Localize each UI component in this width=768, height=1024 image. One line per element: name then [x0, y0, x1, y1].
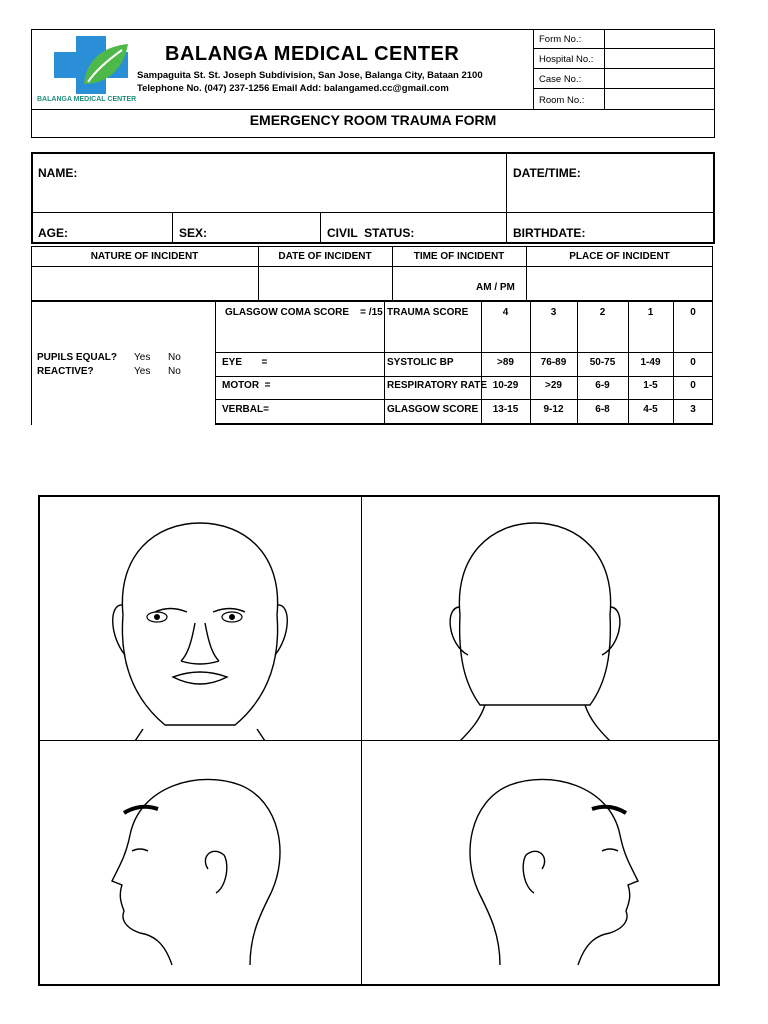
hospital-no-label: Hospital No.: — [539, 54, 594, 65]
form-title: EMERGENCY ROOM TRAUMA FORM — [249, 112, 497, 128]
ts-glasgow-1: 4-5 — [643, 404, 658, 415]
sex-label: SEX: — [179, 226, 208, 240]
gcs-verbal-field[interactable] — [280, 401, 380, 421]
room-no-label: Room No.: — [539, 95, 585, 106]
age-col-divider — [172, 212, 173, 244]
hospital-contact: Telephone No. (047) 237-1256 Email Add: balangamed.cc@gmail.com — [137, 83, 449, 94]
gcs-title: GLASGOW COMA SCORE = /15 — [225, 307, 383, 318]
am-pm-label: AM / PM — [476, 282, 515, 293]
gcs-col-divider — [384, 301, 385, 425]
pupils-equal-no[interactable]: No — [168, 352, 181, 363]
sex-field[interactable] — [210, 216, 316, 242]
head-right-side-view[interactable] — [440, 765, 650, 975]
ts-header-0: 0 — [690, 307, 696, 318]
head-left-side-view[interactable] — [100, 765, 300, 975]
gcs-eye-field[interactable] — [280, 354, 380, 374]
pupils-reactive-no[interactable]: No — [168, 366, 181, 377]
datetime-label: DATE/TIME: — [513, 166, 581, 180]
nature-of-incident-field[interactable] — [33, 268, 256, 299]
ts-systolic-4: >89 — [497, 357, 514, 368]
ts-header-3: 3 — [550, 307, 557, 318]
gcs-eye-label: EYE = — [222, 357, 268, 368]
gcs-row-3 — [215, 399, 713, 400]
birthdate-label: BIRTHDATE: — [513, 226, 586, 240]
incident-header-divider — [31, 266, 713, 267]
pupils-equal-label: PUPILS EQUAL? — [37, 352, 118, 363]
ts-header-4: 4 — [502, 307, 509, 318]
head-right-profile-icon — [440, 765, 650, 975]
patient-row-divider — [31, 212, 715, 213]
hospital-address: Sampaguita St. St. Joseph Subdivision, San Jose, Balanga City, Bataan 2100 — [137, 70, 483, 81]
head-front-view[interactable] — [95, 515, 305, 741]
pupils-reactive-yes[interactable]: Yes — [134, 366, 151, 377]
ts-glasgow-3: 9-12 — [543, 404, 564, 415]
gcs-verbal-label: VERBAL= — [222, 404, 269, 415]
ts-glasgow-label: GLASGOW SCORE — [387, 404, 479, 415]
age-field[interactable] — [72, 216, 168, 242]
case-no-label: Case No.: — [539, 74, 582, 85]
name-field[interactable] — [80, 160, 500, 206]
form-no-field[interactable] — [605, 30, 714, 49]
hospital-no-field[interactable] — [605, 50, 714, 69]
gcs-row-2 — [215, 376, 713, 377]
head-front-icon — [95, 515, 305, 741]
room-no-field[interactable] — [605, 90, 714, 109]
ts-respiratory-3: >29 — [545, 380, 562, 391]
ts-glasgow-2: 6-8 — [595, 404, 610, 415]
head-back-view[interactable] — [430, 515, 640, 741]
civil-status-field[interactable] — [412, 216, 502, 242]
date-of-incident-field[interactable] — [260, 268, 390, 299]
datetime-field[interactable] — [585, 160, 710, 206]
nature-of-incident-header: NATURE OF INCIDENT — [90, 251, 199, 262]
ts-respiratory-2: 6-9 — [595, 380, 610, 391]
ts-systolic-0: 0 — [690, 357, 696, 368]
date-of-incident-header: DATE OF INCIDENT — [278, 251, 372, 262]
pupils-equal-yes[interactable]: Yes — [134, 352, 151, 363]
ts-systolic-label: SYSTOLIC BP — [387, 357, 454, 368]
name-label: NAME: — [38, 166, 78, 180]
time-of-incident-header: TIME OF INCIDENT — [413, 251, 505, 262]
case-no-field[interactable] — [605, 70, 714, 89]
age-label: AGE: — [38, 226, 68, 240]
assessment-left-border — [31, 301, 32, 425]
head-left-profile-icon — [100, 765, 300, 975]
ts-glasgow-4: 13-15 — [492, 404, 519, 415]
ts-respiratory-label: RESPIRATORY RATE — [387, 380, 488, 391]
sex-col-divider — [320, 212, 321, 244]
head-back-icon — [430, 515, 640, 741]
ts-header-1: 1 — [647, 307, 654, 318]
logo-caption: BALANGA MEDICAL CENTER — [37, 96, 137, 103]
hospital-name: BALANGA MEDICAL CENTER — [165, 43, 460, 65]
ts-respiratory-4: 10-29 — [492, 380, 519, 391]
ts-systolic-2: 50-75 — [589, 357, 616, 368]
form-no-label: Form No.: — [539, 34, 582, 45]
place-of-incident-field[interactable] — [528, 268, 711, 299]
gcs-row-1 — [215, 352, 713, 353]
civil-status-label: CIVIL STATUS: — [327, 226, 415, 240]
patient-col-divider — [506, 152, 507, 244]
ts-systolic-1: 1-49 — [640, 357, 661, 368]
ts-header-title: TRAUMA SCORE — [387, 307, 469, 318]
ts-header-2: 2 — [599, 307, 606, 318]
ts-respiratory-1: 1-5 — [643, 380, 658, 391]
ts-systolic-3: 76-89 — [540, 357, 567, 368]
place-of-incident-header: PLACE OF INCIDENT — [569, 251, 670, 262]
pupils-reactive-label: REACTIVE? — [37, 366, 94, 377]
birthdate-field[interactable] — [585, 216, 710, 242]
ts-glasgow-0: 3 — [690, 404, 696, 415]
gcs-motor-label: MOTOR = — [222, 380, 271, 391]
ts-respiratory-0: 0 — [690, 380, 696, 391]
gcs-motor-field[interactable] — [280, 378, 380, 398]
